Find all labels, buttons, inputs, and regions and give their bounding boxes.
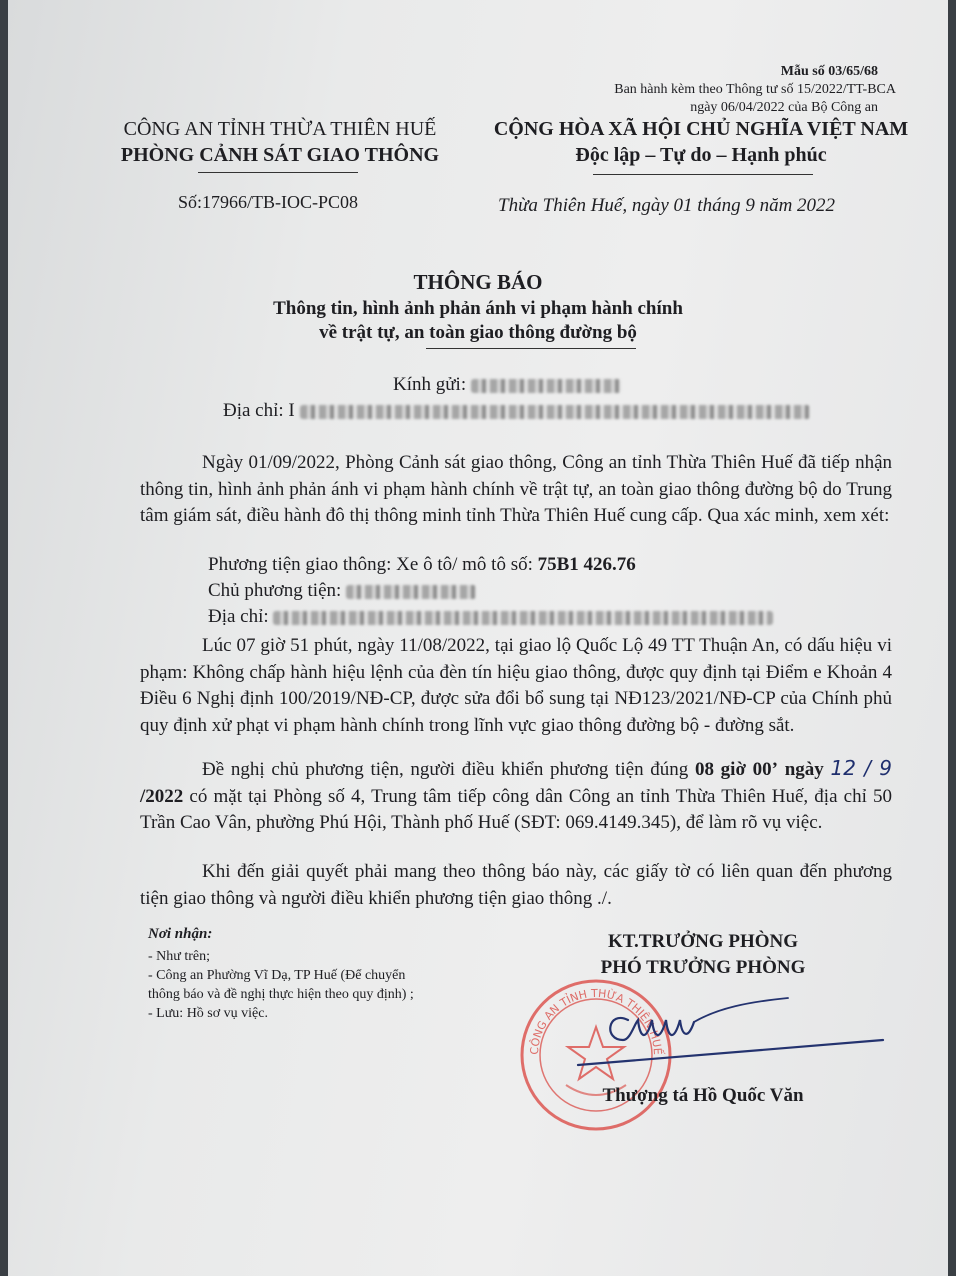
form-reference-line-1: Ban hành kèm theo Thông tư số 15/2022/TT-BCA — [614, 82, 896, 97]
document-number: Số:17966/TB-IOC-PC08 — [178, 192, 359, 212]
owner-address-line — [208, 606, 773, 628]
license-plate: 75B1 426.76 — [537, 554, 636, 575]
redacted-owner-address — [273, 611, 773, 625]
handwritten-date: 12 / 9 — [830, 756, 892, 780]
document-subtitle-line-1: Thông tin, hình ảnh phản ánh vi phạm hành chính — [273, 298, 683, 319]
paragraph-intro: Ngày 01/09/2022, Phòng Cảnh sát giao thông, Công an tỉnh Thừa Thiên Huế đã tiếp nhận thông tin, hình ảnh phản ánh vi phạm hành chính về trật tự, an toàn giao thông đường bộ do Trung tâm giám sát, điều hành đô thị thông minh tỉnh Thừa Thiên Huế cung cấp. Qua xác minh, xem xét: — [140, 452, 892, 526]
form-reference-line-2: ngày 06/04/2022 của Bộ Công an — [690, 100, 878, 115]
issuing-agency: CÔNG AN TỈNH THỪA THIÊN HUẾ — [123, 118, 437, 140]
motto-underline — [593, 174, 813, 175]
vehicle-label: Phương tiện giao thông: Xe ô tô/ mô tô số: — [208, 554, 538, 575]
owner-line — [208, 580, 476, 602]
handwritten-signature — [568, 990, 888, 1070]
recipient-item: - Lưu: Hồ sơ vụ việc. — [148, 1006, 268, 1021]
summons-year: /2022 — [140, 785, 184, 807]
signer-name: Thượng tá Hồ Quốc Văn — [602, 1085, 804, 1106]
signer-title-line-1: KT.TRƯỞNG PHÒNG — [608, 931, 798, 952]
address-label: Địa chỉ: I — [223, 400, 295, 421]
document-title: THÔNG BÁO — [413, 270, 543, 294]
signer-title-line-2: PHÓ TRƯỞNG PHÒNG — [600, 957, 806, 978]
summons-text-a: Đề nghị chủ phương tiện, người điều khiển phương tiện đúng — [202, 759, 695, 780]
addressee-line — [393, 374, 621, 396]
place-and-date: Thừa Thiên Huế, ngày 01 tháng 9 năm 2022 — [498, 195, 836, 216]
owner-label: Chủ phương tiện: — [208, 580, 342, 601]
subtitle-underline — [426, 348, 636, 349]
addressee-label: Kính gửi: — [393, 374, 467, 395]
recipient-item: - Như trên; — [148, 949, 211, 964]
stamp-text: CÔNG AN TỈNH THỪA THIÊN HUẾ — [527, 986, 665, 1056]
recipients-label: Nơi nhận: — [148, 926, 213, 942]
recipient-item: - Công an Phường Vĩ Dạ, TP Huế (Để chuyển — [148, 968, 406, 983]
paragraph-summons — [140, 755, 892, 837]
national-title: CỘNG HÒA XÃ HỘI CHỦ NGHĨA VIỆT NAM — [493, 118, 909, 140]
recipient-item: thông báo và đề nghị thực hiện theo quy định) ; — [148, 987, 414, 1002]
issuing-department: PHÒNG CẢNH SÁT GIAO THÔNG — [120, 144, 440, 166]
form-number: Mẫu số 03/65/68 — [780, 64, 878, 79]
paragraph-instructions: Khi đến giải quyết phải mang theo thông báo này, các giấy tờ có liên quan đến phương tiện giao thông và người điều khiển phương tiện giao thông ./. — [140, 861, 892, 909]
redacted-addressee — [471, 379, 621, 393]
paragraph-violation: Lúc 07 giờ 51 phút, ngày 11/08/2022, tại giao lộ Quốc Lộ 49 TT Thuận An, có dấu hiệu vi phạm: Không chấp hành hiệu lệnh của đèn tín hiệu giao thông, được quy định tại Điểm e Khoản 4 Điều 6 Nghị định 100/2019/NĐ-CP, được sửa đổi bổ sung tại NĐ123/2021/NĐ-CP của Chính phủ quy định xử phạt vi phạm hành chính trong lĩnh vực giao thông đường bộ - đường sắt. — [140, 635, 892, 736]
summons-text-b: có mặt tại Phòng số 4, Trung tâm tiếp công dân Công an tỉnh Thừa Thiên Huế, địa chỉ 50 Trần Cao Vân, phường Phú Hội, Thành phố Huế (SĐT: 069.4149.345), để làm rõ vụ việc. — [140, 785, 892, 833]
owner-address-label: Địa chỉ: — [208, 606, 269, 627]
vehicle-line — [208, 554, 636, 576]
summons-time: 08 giờ 00’ — [694, 759, 778, 780]
addressee-address-line — [223, 400, 810, 422]
document-page — [8, 0, 948, 1276]
document-subtitle-line-2: về trật tự, an toàn giao thông đường bộ — [319, 322, 637, 343]
redacted-address — [300, 405, 810, 419]
summons-day-label: ngày — [784, 759, 824, 780]
redacted-owner — [346, 585, 476, 599]
national-motto: Độc lập – Tự do – Hạnh phúc — [575, 144, 827, 166]
department-underline — [198, 172, 358, 173]
